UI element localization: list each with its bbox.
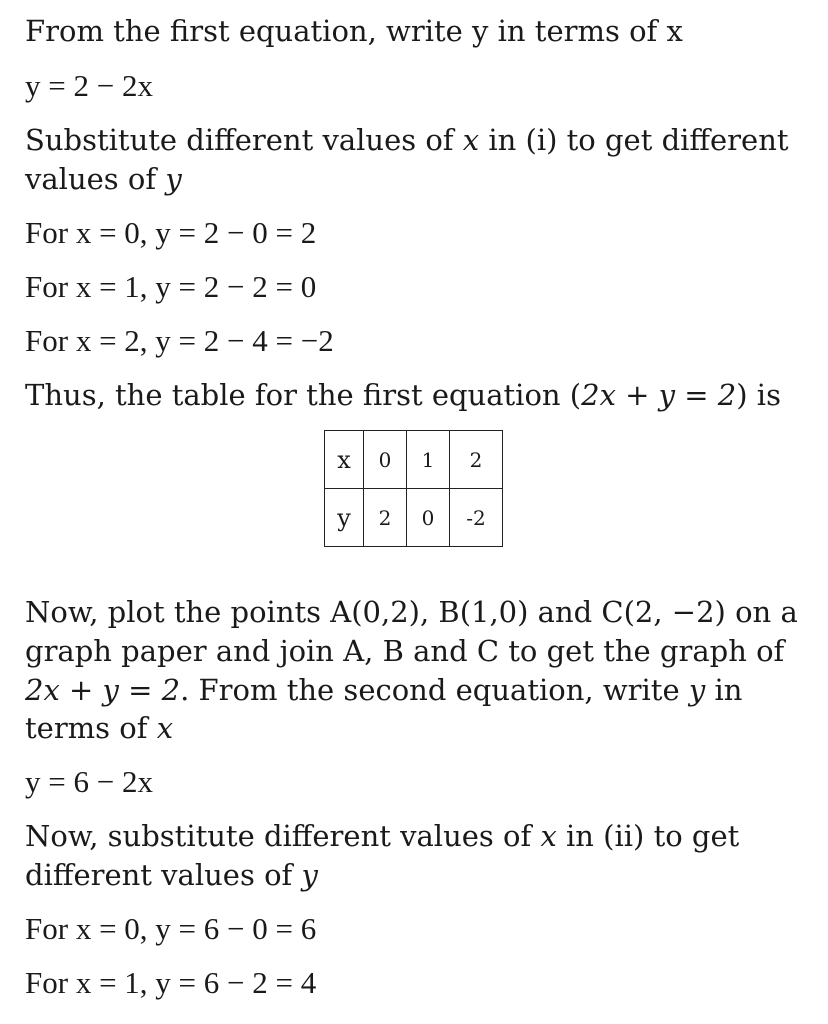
values-table: [324, 430, 503, 547]
line-8-part-a: Thus, the table for the first equation (: [25, 378, 582, 412]
table-cell: -2: [450, 489, 503, 547]
paragraph-line-2-text: graph paper and join A, B and C to get the graph of: [25, 634, 785, 668]
table-cell: 2: [364, 489, 407, 547]
equation-y-first: [25, 67, 153, 105]
table-cell: 0: [364, 431, 407, 489]
line-8-equation: 2x + y = 2: [581, 378, 737, 412]
text-line-11: [25, 856, 318, 894]
calc-line-second-x1-text: For x = 1, y = 6 − 2 = 4: [25, 965, 317, 1000]
text-line-3: [25, 121, 789, 159]
line-10-part-b: in (ii) to get: [556, 819, 740, 853]
table-cell: 0: [407, 489, 450, 547]
calc-line-second-x0: [25, 910, 316, 948]
calc-line-x2: [25, 322, 334, 360]
paragraph-line-3: [25, 671, 742, 709]
paragraph-line-2: [25, 632, 784, 670]
line-8-part-b: ) is: [736, 378, 781, 412]
line-1-text: From the first equation, write y in terms of x: [25, 14, 683, 48]
paragraph-line-3-equation: 2x + y = 2: [25, 673, 181, 707]
text-line-1: [25, 12, 683, 50]
equation-y-second-text: y = 6 − 2x: [25, 764, 153, 799]
table-cell: 2: [450, 431, 503, 489]
line-3-part-b: in (i) to get different: [479, 123, 789, 157]
line-11-variable: y: [301, 858, 318, 892]
calc-line-x1-text: For x = 1, y = 2 − 2 = 0: [25, 269, 317, 304]
paragraph-line-1: [25, 593, 798, 631]
calc-line-x1: [25, 268, 316, 306]
table-cell: 1: [407, 431, 450, 489]
line-4-part-a: values of: [25, 162, 166, 196]
line-3-part-a: Substitute different values of: [25, 123, 463, 157]
calc-line-x0-text: For x = 0, y = 2 − 0 = 2: [25, 215, 317, 250]
paragraph-line-3-part-c: in: [705, 673, 743, 707]
table-cell: y: [325, 489, 364, 547]
calc-line-x0: [25, 214, 316, 252]
table-row-y: [325, 489, 503, 547]
calc-line-second-x1: [25, 964, 316, 1002]
equation-y-first-text: y = 2 − 2x: [25, 68, 153, 103]
paragraph-line-4-part-a: terms of: [25, 711, 157, 745]
paragraph-line-4: [25, 709, 173, 747]
text-line-8: [25, 376, 781, 414]
line-10-variable: x: [540, 819, 557, 853]
paragraph-line-3-part-b: . From the second equation, write: [180, 673, 689, 707]
paragraph-line-3-variable: y: [688, 673, 706, 707]
table-row-x: [325, 431, 503, 489]
line-10-part-a: Now, substitute different values of: [25, 819, 541, 853]
line-3-variable: x: [462, 123, 480, 157]
calc-line-x2-text: For x = 2, y = 2 − 4 = −2: [25, 323, 334, 358]
line-11-part-a: different values of: [25, 858, 302, 892]
paragraph-line-1-text: Now, plot the points A(0,2), B(1,0) and C(2, −2) on a: [25, 595, 798, 629]
line-4-variable: y: [165, 162, 182, 196]
calc-line-second-x0-text: For x = 0, y = 6 − 0 = 6: [25, 911, 317, 946]
table-cell: x: [325, 431, 364, 489]
paragraph-line-4-variable: x: [156, 711, 174, 745]
text-line-10: [25, 817, 739, 855]
text-line-4: [25, 160, 182, 198]
equation-y-second: [25, 763, 153, 801]
